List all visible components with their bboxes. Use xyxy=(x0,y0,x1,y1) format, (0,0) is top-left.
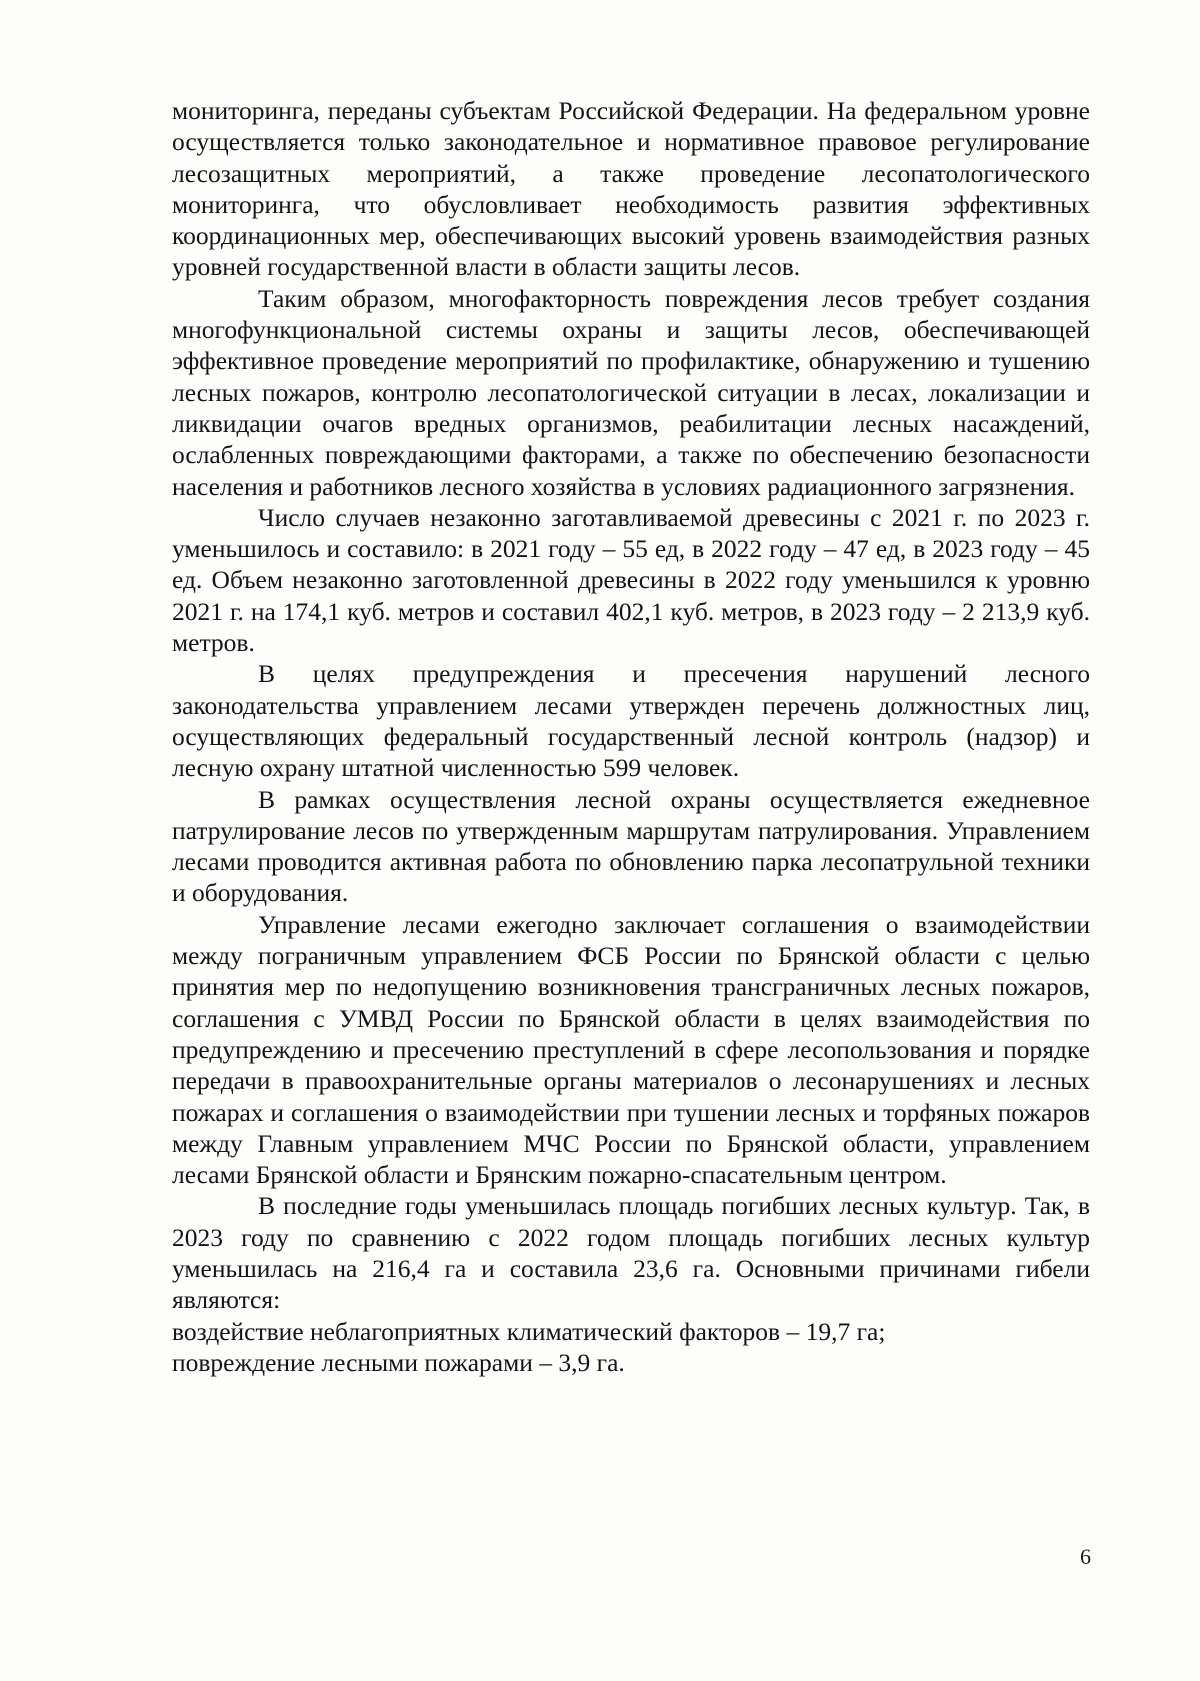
paragraph-cooperation-agreements: Управление лесами ежегодно заключает соглашения о взаимодействии между пограничным управлением ФСБ России по Брянской области с целью принятия мер по недопущению возникновения трансграничных лесных пожаров, соглашения с УМВД России по Брянской области в целях взаимодействия по предупреждению и пресечению преступлений в сфере лесопользования и порядке передачи в правоохранительные органы материалов о лесонарушениях и лесных пожарах и соглашения о взаимодействии при тушении лесных и торфяных пожаров между Главным управлением МЧС России по Брянской области, управлением лесами Брянской области и Брянским пожарно-спасательным центром. xyxy=(172,909,1090,1190)
list-line-climatic-factors: воздействие неблагоприятных климатический факторов – 19,7 га; xyxy=(172,1316,886,1346)
list-line-forest-fires: повреждение лесными пожарами – 3,9 га. xyxy=(172,1347,625,1377)
paragraph-forest-patrol: В рамках осуществления лесной охраны осуществляется ежедневное патрулирование лесов по утвержденным маршрутам патрулирования. Управлением лесами проводится активная работа по обновлению парка лесопатрульной техники и оборудования. xyxy=(172,784,1090,908)
document-body xyxy=(172,95,1090,1378)
paragraph-dead-forest-cultures: В последние годы уменьшилась площадь погибших лесных культур. Так, в 2023 году по сравнению с 2022 годом площадь погибших лесных культур уменьшилась на 216,4 га и составила 23,6 га. Основными причинами гибели являются: xyxy=(172,1191,1090,1315)
paragraph-officials-list: В целях предупреждения и пресечения нарушений лесного законодательства управлением лесами утвержден перечень должностных лиц, осуществляющих федеральный государственный лесной контроль (надзор) и лесную охрану штатной численностью 599 человек. xyxy=(172,659,1090,783)
paragraph-monitoring-continuation: мониторинга, переданы субъектам Российской Федерации. На федеральном уровне осуществляется только законодательное и нормативное правовое регулирование лесозащитных мероприятий, а также проведение лесопатологического мониторинга, что обусловливает необходимость развития эффективных координационных мер, обеспечивающих высокий уровень взаимодействия разных уровней государственной власти в области защиты лесов. xyxy=(172,96,1090,282)
page-number: 6 xyxy=(1080,1544,1091,1569)
paragraph-illegal-logging: Число случаев незаконно заготавливаемой древесины с 2021 г. по 2023 г. уменьшилось и составило: в 2021 году – 55 ед, в 2022 году – 47 ед, в 2023 году – 45 ед. Объем незаконно заготовленной древесины в 2022 году уменьшился к уровню 2021 г. на 174,1 куб. метров и составил 402,1 куб. метров, в 2023 году – 2 213,9 куб. метров. xyxy=(172,502,1090,658)
paragraph-multifactor-damage: Таким образом, многофакторность повреждения лесов требует создания многофункциональной системы охраны и защиты лесов, обеспечивающей эффективное проведение мероприятий по профилактике, обнаружению и тушению лесных пожаров, контролю лесопатологической ситуации в лесах, локализации и ликвидации очагов вредных организмов, реабилитации лесных насаждений, ослабленных повреждающими факторами, а также по обеспечению безопасности населения и работников лесного хозяйства в условиях радиационного загрязнения. xyxy=(172,283,1090,501)
